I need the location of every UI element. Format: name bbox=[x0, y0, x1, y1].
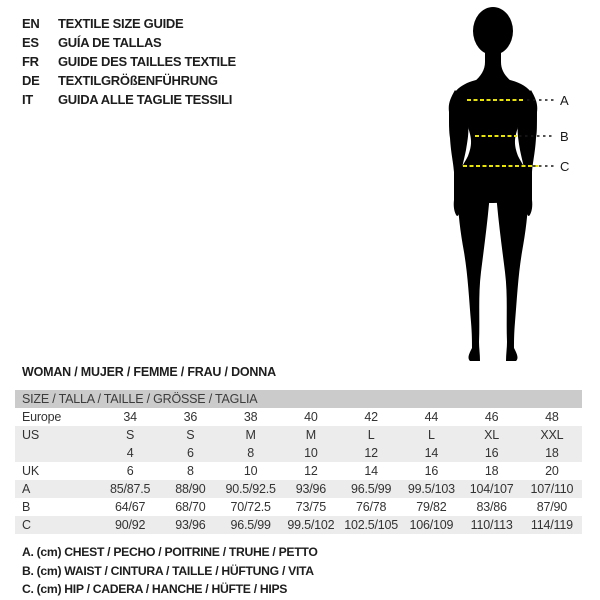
lang-label: TEXTILGRÖßENFÜHRUNG bbox=[58, 73, 218, 88]
size-cell: 85/87.5 bbox=[109, 482, 151, 496]
size-cell: 38 bbox=[243, 410, 258, 424]
size-cell: 16 bbox=[484, 446, 499, 460]
size-cell: 90/92 bbox=[114, 518, 146, 532]
size-cell: 4 bbox=[126, 446, 134, 460]
size-cell: 46 bbox=[484, 410, 499, 424]
measurement-legend bbox=[22, 543, 318, 599]
size-cell: M bbox=[245, 428, 256, 442]
size-cell: 87/90 bbox=[536, 500, 568, 514]
size-cell: L bbox=[367, 428, 375, 442]
legend-hip: C. (cm) HIP / CADERA / HANCHE / HÜFTE / HIPS bbox=[22, 582, 288, 597]
legend-waist: B. (cm) WAIST / CINTURA / TAILLE / HÜFTUNG / VITA bbox=[22, 563, 314, 578]
lang-row-de bbox=[22, 71, 236, 90]
size-cell: 14 bbox=[424, 446, 439, 460]
size-cell: 93/96 bbox=[175, 518, 206, 532]
size-cell: 44 bbox=[424, 410, 439, 424]
size-cell: 110/113 bbox=[470, 518, 513, 532]
lang-row-fr bbox=[22, 52, 236, 71]
row-label: US bbox=[22, 428, 39, 442]
lang-code: FR bbox=[22, 54, 39, 69]
size-cell: 102.5/105 bbox=[344, 518, 399, 532]
size-cell: 79/82 bbox=[416, 500, 447, 514]
lang-label: TEXTILE SIZE GUIDE bbox=[58, 16, 184, 31]
marker-label-b: B bbox=[560, 129, 569, 144]
lang-code: ES bbox=[22, 35, 39, 50]
size-cell: 16 bbox=[424, 464, 439, 478]
size-cell: XXL bbox=[540, 428, 564, 442]
table-row-chest bbox=[15, 480, 582, 498]
size-cell: 18 bbox=[484, 464, 499, 478]
size-cell: 104/107 bbox=[469, 482, 514, 496]
size-cell: 6 bbox=[186, 446, 194, 460]
size-cell: S bbox=[186, 428, 195, 442]
lang-row-en bbox=[22, 14, 236, 33]
size-cell: 10 bbox=[304, 446, 318, 460]
silhouette-right-leg bbox=[496, 172, 528, 361]
size-cell: 48 bbox=[545, 410, 559, 424]
table-row-europe bbox=[15, 408, 582, 426]
size-cell: M bbox=[305, 428, 316, 442]
size-cell: 90.5/92.5 bbox=[225, 482, 276, 496]
language-title-block bbox=[22, 14, 236, 109]
size-cell: L bbox=[427, 428, 435, 442]
row-label: A bbox=[22, 482, 31, 496]
size-cell: 99.5/103 bbox=[407, 482, 455, 496]
row-label: C bbox=[22, 518, 31, 532]
size-cell: 68/70 bbox=[175, 500, 206, 514]
size-cell: 12 bbox=[364, 446, 378, 460]
size-cell: 12 bbox=[304, 464, 318, 478]
size-cell: 10 bbox=[243, 464, 258, 478]
size-cell: S bbox=[126, 428, 135, 442]
lang-code: DE bbox=[22, 73, 40, 88]
woman-silhouette-figure bbox=[420, 0, 600, 380]
size-cell: 83/86 bbox=[476, 500, 507, 514]
size-cell: XL bbox=[484, 428, 500, 442]
row-label: B bbox=[22, 500, 31, 514]
size-cell: 14 bbox=[364, 464, 378, 478]
lang-label: GUIDA ALLE TAGLIE TESSILI bbox=[58, 92, 233, 107]
size-cell: 93/96 bbox=[295, 482, 327, 496]
size-cell: 18 bbox=[545, 446, 559, 460]
size-cell: 70/72.5 bbox=[230, 500, 271, 514]
lang-code: EN bbox=[22, 16, 40, 31]
size-cell: 96.5/99 bbox=[350, 482, 392, 496]
size-cell: 6 bbox=[126, 464, 134, 478]
row-label bbox=[15, 444, 100, 462]
lang-code: IT bbox=[22, 92, 33, 107]
table-row-uk bbox=[15, 462, 582, 480]
size-cell: 20 bbox=[545, 464, 559, 478]
size-cell: 36 bbox=[183, 410, 198, 424]
table-header-row bbox=[15, 390, 582, 408]
size-cell: 8 bbox=[186, 464, 194, 478]
size-cell: 42 bbox=[364, 410, 378, 424]
lang-row-it bbox=[22, 90, 236, 109]
size-cell: 114/119 bbox=[530, 518, 573, 532]
size-cell: 40 bbox=[304, 410, 318, 424]
table-header-label: SIZE / TALLA / TAILLE / GRÖSSE / TAGLIA bbox=[15, 390, 582, 408]
size-cell: 96.5/99 bbox=[230, 518, 271, 532]
size-table bbox=[15, 390, 582, 534]
lang-label: GUÍA DE TALLAS bbox=[58, 35, 162, 50]
size-cell: 64/67 bbox=[114, 500, 146, 514]
size-cell: 8 bbox=[247, 446, 254, 460]
marker-label-c: C bbox=[560, 159, 570, 174]
lang-label: GUIDE DES TAILLES TEXTILE bbox=[58, 54, 236, 69]
size-cell: 99.5/102 bbox=[287, 518, 335, 532]
size-cell: 73/75 bbox=[295, 500, 327, 514]
size-cell: 88/90 bbox=[175, 482, 206, 496]
silhouette-left-leg bbox=[458, 172, 490, 361]
row-label: Europe bbox=[22, 410, 62, 424]
lang-row-es bbox=[22, 33, 236, 52]
table-row-waist bbox=[15, 498, 582, 516]
size-cell: 107/110 bbox=[530, 482, 574, 496]
size-cell: 106/109 bbox=[409, 518, 454, 532]
size-cell: 76/78 bbox=[355, 500, 387, 514]
section-title-woman: WOMAN / MUJER / FEMME / FRAU / DONNA bbox=[22, 365, 276, 379]
row-label: UK bbox=[22, 464, 39, 478]
table-row-us bbox=[15, 426, 582, 444]
size-cell: 34 bbox=[123, 410, 137, 424]
legend-chest: A. (cm) CHEST / PECHO / POITRINE / TRUHE / PETTO bbox=[22, 545, 318, 559]
marker-label-a: A bbox=[560, 93, 569, 108]
table-row-hip bbox=[15, 516, 582, 534]
table-row-us-numeric bbox=[15, 444, 582, 462]
